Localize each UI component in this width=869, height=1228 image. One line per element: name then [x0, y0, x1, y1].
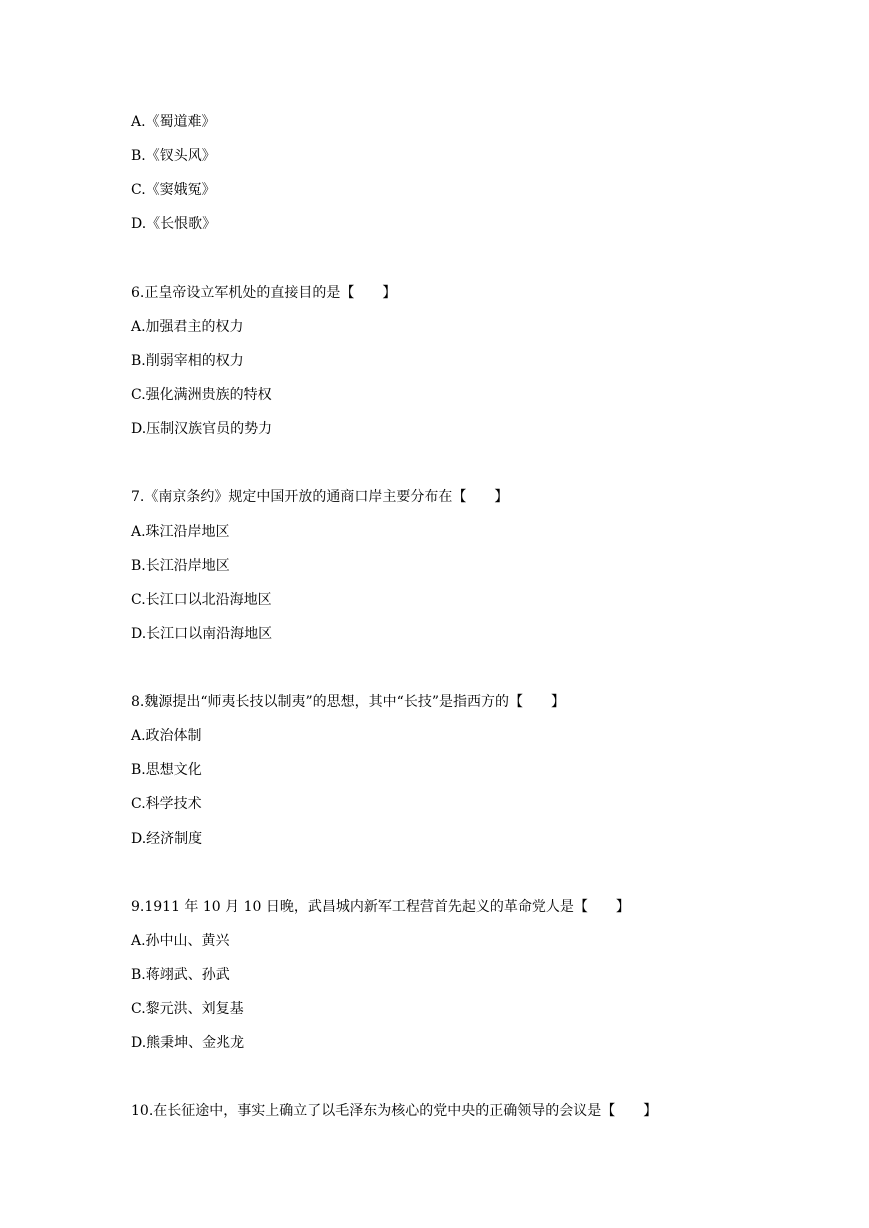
q6-option-c: C.强化满洲贵族的特权	[131, 387, 272, 403]
q7-option-a: A.珠江沿岸地区	[131, 524, 230, 540]
q6-option-d: D.压制汉族官员的势力	[131, 421, 273, 437]
q8-option-d: D.经济制度	[131, 831, 203, 847]
q6-stem: 6.正皇帝设立军机处的直接目的是【 】	[131, 285, 397, 301]
q5-option-a: A.《蜀道难》	[131, 114, 216, 130]
q9-option-c: C.黎元洪、刘复基	[131, 1001, 244, 1017]
q8-stem: 8.魏源提出“师夷长技以制夷”的思想，其中“长技”是指西方的【 】	[131, 694, 565, 710]
q5-option-d: D.《长恨歌》	[131, 216, 217, 232]
q9-option-d: D.熊秉坤、金兆龙	[131, 1035, 245, 1051]
q6-option-b: B.削弱宰相的权力	[131, 353, 244, 369]
q9-stem: 9.1911 年 10 月 10 日晚，武昌城内新军工程营首先起义的革命党人是【 】	[131, 899, 630, 915]
q5-option-c: C.《窦娥冤》	[131, 182, 216, 198]
q8-option-a: A.政治体制	[131, 728, 202, 744]
q8-option-c: C.科学技术	[131, 796, 202, 812]
q7-option-c: C.长江口以北沿海地区	[131, 592, 272, 608]
q9-option-a: A.孙中山、黄兴	[131, 933, 230, 949]
q10-stem: 10.在长征途中，事实上确立了以毛泽东为核心的党中央的正确领导的会议是【 】	[131, 1103, 658, 1119]
q9-option-b: B.蒋翊武、孙武	[131, 967, 230, 983]
q6-option-a: A.加强君主的权力	[131, 319, 244, 335]
q8-option-b: B.思想文化	[131, 762, 202, 778]
q7-option-d: D.长江口以南沿海地区	[131, 626, 273, 642]
q7-option-b: B.长江沿岸地区	[131, 558, 230, 574]
q5-option-b: B.《钗头风》	[131, 148, 216, 164]
q7-stem: 7.《南京条约》规定中国开放的通商口岸主要分布在【 】	[131, 489, 509, 505]
